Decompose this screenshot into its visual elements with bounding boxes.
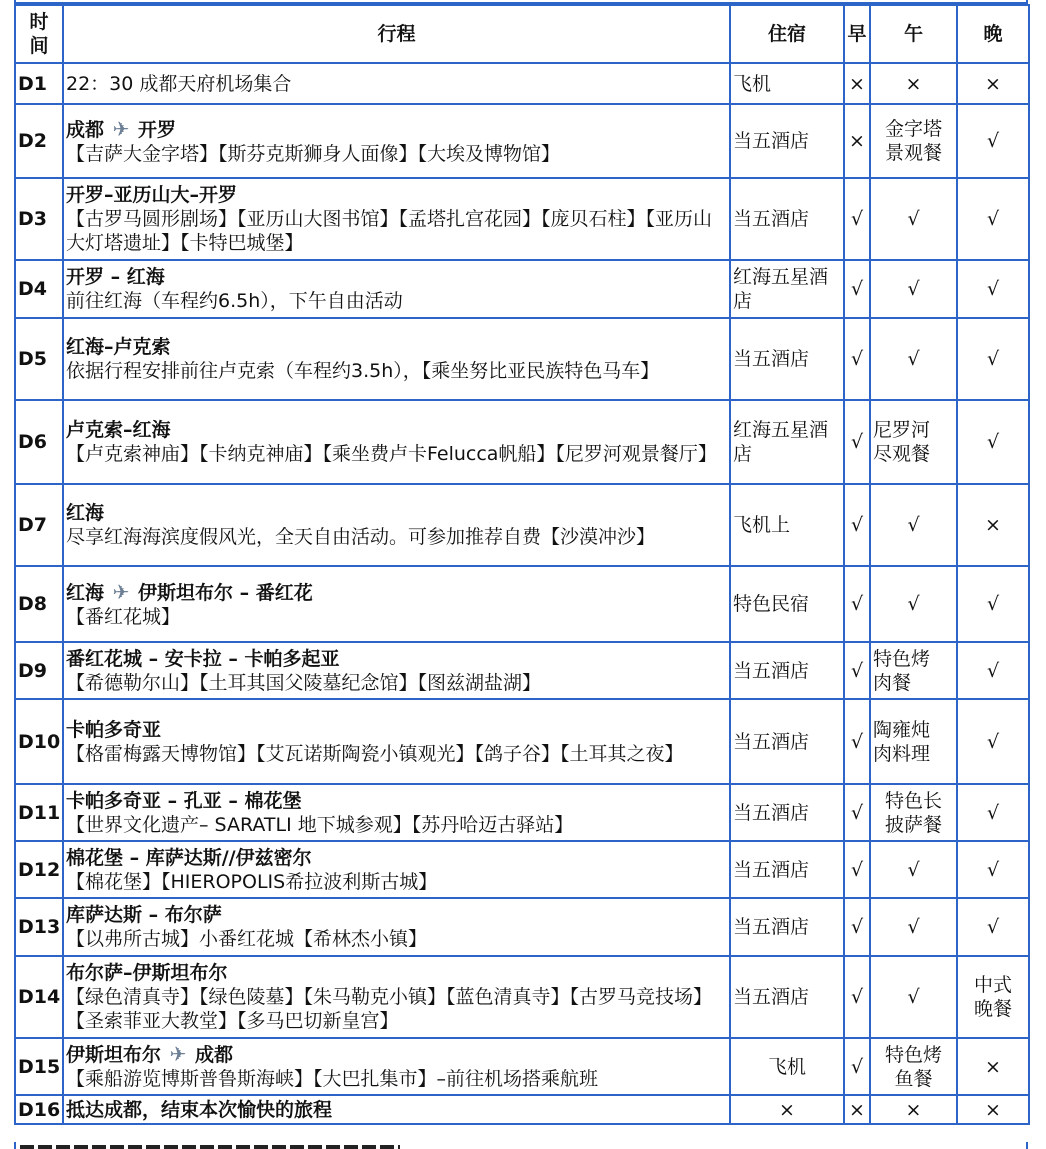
- route-destination: 成都: [195, 1044, 234, 1066]
- day-itinerary: [63, 784, 730, 841]
- dinner-cell: ×: [957, 63, 1029, 104]
- table-row: [15, 784, 1029, 841]
- dinner-cell: √: [957, 642, 1029, 699]
- table-row: [15, 318, 1029, 400]
- day-itinerary: [63, 898, 730, 956]
- lunch-cell: √: [870, 178, 957, 260]
- dinner-cell: √: [957, 784, 1029, 841]
- day-stay: 当五酒店: [730, 699, 844, 784]
- day-itinerary: [63, 484, 730, 566]
- day-itinerary: [63, 63, 730, 104]
- table-header-row: [15, 5, 1029, 63]
- day-route: 布尔萨–伊斯坦布尔: [66, 962, 228, 984]
- table-row: [15, 400, 1029, 484]
- dinner-cell: √: [957, 566, 1029, 642]
- table-bottom-edge: [14, 1142, 1028, 1149]
- day-label: D12: [15, 841, 63, 898]
- day-itinerary: [63, 956, 730, 1038]
- lunch-cell: 特色烤 肉餐: [870, 642, 957, 699]
- day-detail: 【绿色清真寺】【绿色陵墓】【朱马勒克小镇】【蓝色清真寺】【古罗马竞技场】【圣索菲亚大教堂】【多马巴切新皇宫】: [66, 986, 713, 1032]
- dinner-cell: √: [957, 898, 1029, 956]
- breakfast-cell: √: [844, 784, 870, 841]
- route-origin: 成都: [66, 118, 105, 141]
- day-detail: 【吉萨大金字塔】【斯芬克斯狮身人面像】【大埃及博物馆】: [66, 142, 561, 165]
- breakfast-cell: √: [844, 566, 870, 642]
- day-detail: 【希德勒尔山】【土耳其国父陵墓纪念馆】【图兹湖盐湖】: [66, 671, 542, 694]
- day-detail: 【棉花堡】【HIEROPOLIS希拉波利斯古城】: [66, 870, 438, 893]
- day-stay: 红海五星酒店: [730, 260, 844, 318]
- day-label: D15: [15, 1038, 63, 1095]
- header-dinner: 晚: [957, 5, 1029, 63]
- day-itinerary: [63, 841, 730, 898]
- day-itinerary: [63, 318, 730, 400]
- dinner-cell: ×: [957, 1095, 1029, 1124]
- breakfast-cell: √: [844, 260, 870, 318]
- itinerary-table: [14, 4, 1030, 1125]
- day-detail: 【乘船游览博斯普鲁斯海峡】【大巴扎集市】–前往机场搭乘航班: [66, 1068, 599, 1090]
- header-lunch: 午: [870, 5, 957, 63]
- day-route: 库萨达斯 – 布尔萨: [66, 904, 222, 926]
- airplane-icon: ✈: [112, 116, 130, 141]
- day-route: [66, 117, 727, 142]
- breakfast-cell: √: [844, 642, 870, 699]
- day-label: D9: [15, 642, 63, 699]
- day-stay: 当五酒店: [730, 784, 844, 841]
- breakfast-cell: ×: [844, 104, 870, 178]
- breakfast-cell: √: [844, 484, 870, 566]
- dinner-cell: ×: [957, 1038, 1029, 1095]
- day-stay: 当五酒店: [730, 898, 844, 956]
- day-label: D6: [15, 400, 63, 484]
- lunch-cell: 陶雍炖 肉料理: [870, 699, 957, 784]
- day-route: 开罗 – 红海: [66, 266, 165, 288]
- day-label: D7: [15, 484, 63, 566]
- day-label: D1: [15, 63, 63, 104]
- day-route: 红海: [66, 502, 105, 524]
- table-row: [15, 566, 1029, 642]
- day-stay: 当五酒店: [730, 956, 844, 1038]
- day-stay: 飞机: [730, 1038, 844, 1095]
- day-detail: 【以弗所古城】小番红花城【希林杰小镇】: [66, 928, 428, 950]
- breakfast-cell: √: [844, 1038, 870, 1095]
- breakfast-cell: √: [844, 400, 870, 484]
- table-row: [15, 104, 1029, 178]
- day-itinerary: [63, 1038, 730, 1095]
- table-row: [15, 63, 1029, 104]
- dinner-cell: √: [957, 841, 1029, 898]
- day-itinerary: [63, 178, 730, 260]
- breakfast-cell: √: [844, 956, 870, 1038]
- route-origin: 伊斯坦布尔: [66, 1044, 162, 1066]
- day-detail: 【古罗马圆形剧场】【亚历山大图书馆】【孟塔扎宫花园】【庞贝石柱】【亚历山大灯塔遗址】【卡特巴城堡】: [66, 208, 713, 254]
- dinner-cell: √: [957, 104, 1029, 178]
- table-row: [15, 898, 1029, 956]
- day-label: D4: [15, 260, 63, 318]
- day-itinerary: [63, 699, 730, 784]
- header-stay: 住宿: [730, 5, 844, 63]
- lunch-cell: √: [870, 260, 957, 318]
- lunch-cell: 尼罗河 尽观餐: [870, 400, 957, 484]
- dinner-cell: 中式 晚餐: [957, 956, 1029, 1038]
- day-itinerary: [63, 260, 730, 318]
- header-time: 时 间: [15, 5, 63, 63]
- lunch-cell: √: [870, 484, 957, 566]
- day-label: D13: [15, 898, 63, 956]
- day-detail: 【格雷梅露天博物馆】【艾瓦诺斯陶瓷小镇观光】【鸽子谷】【土耳其之夜】: [66, 742, 684, 765]
- day-stay: 当五酒店: [730, 318, 844, 400]
- day-stay: 当五酒店: [730, 104, 844, 178]
- lunch-cell: ×: [870, 1095, 957, 1124]
- airplane-icon: ✈: [112, 579, 130, 604]
- dinner-cell: √: [957, 699, 1029, 784]
- day-itinerary: [63, 104, 730, 178]
- day-stay: 当五酒店: [730, 642, 844, 699]
- day-route: 红海–卢克索: [66, 336, 171, 358]
- dinner-cell: ×: [957, 484, 1029, 566]
- table-row: [15, 178, 1029, 260]
- day-label: D5: [15, 318, 63, 400]
- day-route: 抵达成都，结束本次愉快的旅程: [66, 1098, 333, 1121]
- dinner-cell: √: [957, 178, 1029, 260]
- lunch-cell: √: [870, 566, 957, 642]
- table-row: [15, 260, 1029, 318]
- day-stay: ×: [730, 1095, 844, 1124]
- lunch-cell: ×: [870, 63, 957, 104]
- lunch-cell: √: [870, 956, 957, 1038]
- day-stay: 飞机: [730, 63, 844, 104]
- day-label: D3: [15, 178, 63, 260]
- dinner-cell: √: [957, 318, 1029, 400]
- day-route: 卡帕多奇亚: [66, 718, 162, 741]
- table-row: [15, 841, 1029, 898]
- lunch-cell: √: [870, 841, 957, 898]
- day-detail: 前往红海（车程约6.5h），下午自由活动: [66, 290, 403, 312]
- day-stay: 特色民宿: [730, 566, 844, 642]
- day-stay: 飞机上: [730, 484, 844, 566]
- day-detail: 依据行程安排前往卢克索（车程约3.5h），【乘坐努比亚民族特色马车】: [66, 360, 660, 382]
- lunch-cell: √: [870, 318, 957, 400]
- day-itinerary: [63, 642, 730, 699]
- table-row: [15, 1038, 1029, 1095]
- day-route: 开罗–亚历山大–开罗: [66, 184, 238, 206]
- header-itinerary: 行程: [63, 5, 730, 63]
- day-label: D8: [15, 566, 63, 642]
- day-stay: 当五酒店: [730, 841, 844, 898]
- day-route: [66, 1042, 727, 1067]
- day-label: D10: [15, 699, 63, 784]
- day-detail: 【世界文化遗产– SARATLI 地下城参观】【苏丹哈迈古驿站】: [66, 813, 574, 836]
- day-itinerary: [63, 566, 730, 642]
- day-itinerary: [63, 400, 730, 484]
- dinner-cell: √: [957, 260, 1029, 318]
- breakfast-cell: √: [844, 318, 870, 400]
- day-label: D2: [15, 104, 63, 178]
- header-breakfast: 早: [844, 5, 870, 63]
- breakfast-cell: ×: [844, 63, 870, 104]
- table-row: [15, 1095, 1029, 1124]
- day-route: 卢克索–红海: [66, 419, 171, 441]
- day-detail: 22：30 成都天府机场集合: [66, 72, 292, 95]
- breakfast-cell: √: [844, 699, 870, 784]
- lunch-cell: √: [870, 898, 957, 956]
- table-row: [15, 484, 1029, 566]
- day-route: 棉花堡 – 库萨达斯//伊兹密尔: [66, 846, 312, 869]
- day-stay: 红海五星酒店: [730, 400, 844, 484]
- route-origin: 红海: [66, 581, 105, 604]
- day-route: 番红花城 – 安卡拉 – 卡帕多起亚: [66, 647, 340, 670]
- day-itinerary: [63, 1095, 730, 1124]
- airplane-icon: ✈: [169, 1042, 187, 1066]
- cut-off-text-row: [20, 1145, 400, 1149]
- day-label: D14: [15, 956, 63, 1038]
- day-detail: 【番红花城】: [66, 605, 181, 628]
- day-route: [66, 580, 727, 605]
- table-row: [15, 642, 1029, 699]
- table-row: [15, 956, 1029, 1038]
- day-stay: 当五酒店: [730, 178, 844, 260]
- breakfast-cell: ×: [844, 1095, 870, 1124]
- day-detail: 【卢克索神庙】【卡纳克神庙】【乘坐费卢卡Felucca帆船】【尼罗河观景餐厅】: [66, 443, 717, 465]
- route-destination: 开罗: [138, 118, 177, 141]
- day-detail: 尽享红海海滨度假风光，全天自由活动。可参加推荐自费【沙漠冲沙】: [66, 526, 656, 548]
- breakfast-cell: √: [844, 841, 870, 898]
- lunch-cell: 金字塔 景观餐: [870, 104, 957, 178]
- table-row: [15, 699, 1029, 784]
- day-label: D11: [15, 784, 63, 841]
- lunch-cell: 特色烤 鱼餐: [870, 1038, 957, 1095]
- day-label: D16: [15, 1095, 63, 1124]
- breakfast-cell: √: [844, 178, 870, 260]
- breakfast-cell: √: [844, 898, 870, 956]
- route-destination: 伊斯坦布尔 – 番红花: [138, 581, 313, 604]
- lunch-cell: 特色长 披萨餐: [870, 784, 957, 841]
- day-route: 卡帕多奇亚 – 孔亚 – 棉花堡: [66, 789, 302, 812]
- dinner-cell: √: [957, 400, 1029, 484]
